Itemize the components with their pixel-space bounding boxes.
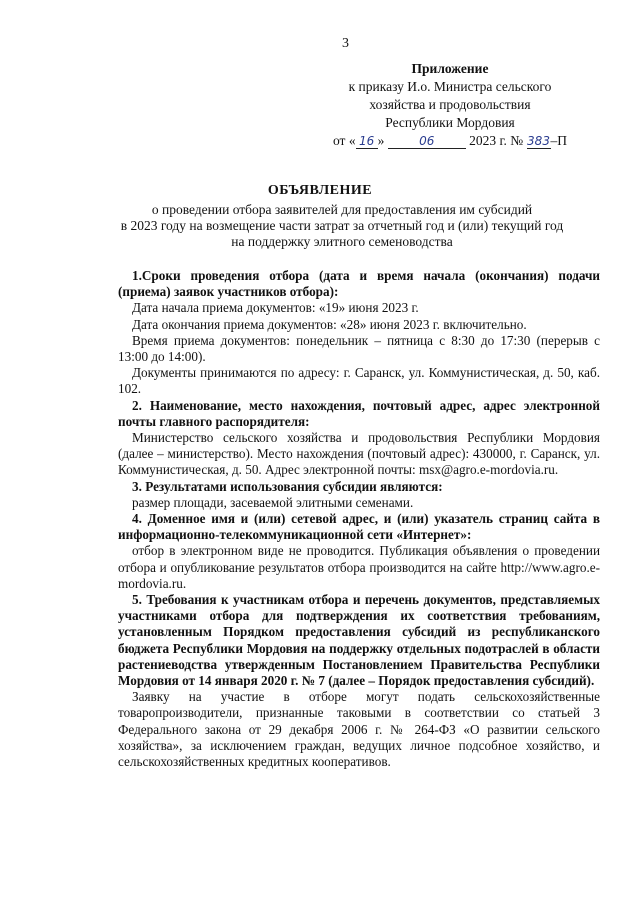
section-4-paragraph: отбор в электронном виде не проводится. Публикация объявления о проведении отбора и опубликование результатов отбора производится на сайте http://www.agro.e-mordovia.ru. <box>118 543 600 591</box>
section-1-paragraph: Дата начала приема документов: «19» июня 2023 г. <box>132 300 419 316</box>
order-month: 06 <box>388 134 466 149</box>
order-mid: » <box>377 133 385 148</box>
order-prefix: от « <box>332 133 356 148</box>
appendix-line-1: к приказу И.о. Министра сельского <box>348 79 552 94</box>
order-number: 383 <box>527 134 550 148</box>
page-number: 3 <box>342 36 349 51</box>
section-5-paragraph: Заявку на участие в отборе могут подать сельскохозяйственные товаропроизводители, признанные таковыми в соответствии со статьей 3 Федерального закона от 29 декабря 2006 г. № 264-ФЗ «О развитии сельского хозяйства», за исключением граждан, ведущих личное подсобное хозяйство, и сельскохозяйственных кредитных кооперативов. <box>118 689 600 770</box>
appendix-block <box>300 60 600 150</box>
order-suffix: –П <box>550 133 567 148</box>
document-title: ОБЪЯВЛЕНИЕ <box>267 183 373 198</box>
document-subtitle <box>84 202 600 250</box>
section-1-paragraph: Время приема документов: понедельник – пятница с 8:30 до 17:30 (перерыв с 13:00 до 14:00). <box>118 332 600 365</box>
section-5-heading: 5. Требования к участникам отбора и перечень документов, представляемых участниками отбора для подтверждения их соответствия требованиям, установленным Порядком предоставления субсидий из республиканского бюджета Республики Мордовия на поддержку отдельных подотраслей в области растениеводства утвержденным Постановлением Правительства Республики Мордовия от 14 января 2020 г. № 7 (далее – Порядок предоставления субсидий). <box>118 592 600 689</box>
section-3-paragraph: размер площади, засеваемой элитными семенами. <box>132 494 414 510</box>
section-2-paragraph: Министерство сельского хозяйства и продовольствия Республики Мордовия (далее – министерство). Место нахождения (почтовый адрес): 430000, г. Саранск, ул. Коммунистическая, д. 50. Адрес электронной почты: msx@agro.e-mordovia.ru. <box>118 430 600 478</box>
document-body <box>118 268 600 770</box>
subtitle-line-3: на поддержку элитного семеноводства <box>231 234 453 249</box>
appendix-title: Приложение <box>411 61 489 76</box>
section-1-heading: 1.Сроки проведения отбора (дата и время начала (окончания) подачи (приема) заявок участников отбора): <box>118 268 600 300</box>
subtitle-line-1: о проведении отбора заявителей для предоставления им субсидий <box>151 202 533 217</box>
appendix-line-3: Республики Мордовия <box>385 115 515 130</box>
section-4-heading: 4. Доменное имя и (или) сетевой адрес, и (или) указатель страниц сайта в информационно-телекоммуникационной сети «Интернет»: <box>118 511 600 543</box>
order-reference <box>300 132 600 150</box>
appendix-line-2: хозяйства и продовольствия <box>369 97 531 112</box>
section-1-paragraph: Дата окончания приема документов: «28» июня 2023 г. включительно. <box>132 316 527 332</box>
section-1-paragraph: Документы принимаются по адресу: г. Саранск, ул. Коммунистическая, д. 50, каб. 102. <box>118 365 600 397</box>
subtitle-line-2: в 2023 году на возмещение части затрат за отчетный год и (или) текущий год <box>120 218 564 233</box>
order-day: 16 <box>356 134 378 149</box>
order-year: 2023 г. № <box>469 133 524 148</box>
section-2-heading: 2. Наименование, место нахождения, почтовый адрес, адрес электронной почты главного распорядителя: <box>118 397 600 429</box>
section-3-heading: 3. Результатами использования субсидии являются: <box>132 478 443 494</box>
